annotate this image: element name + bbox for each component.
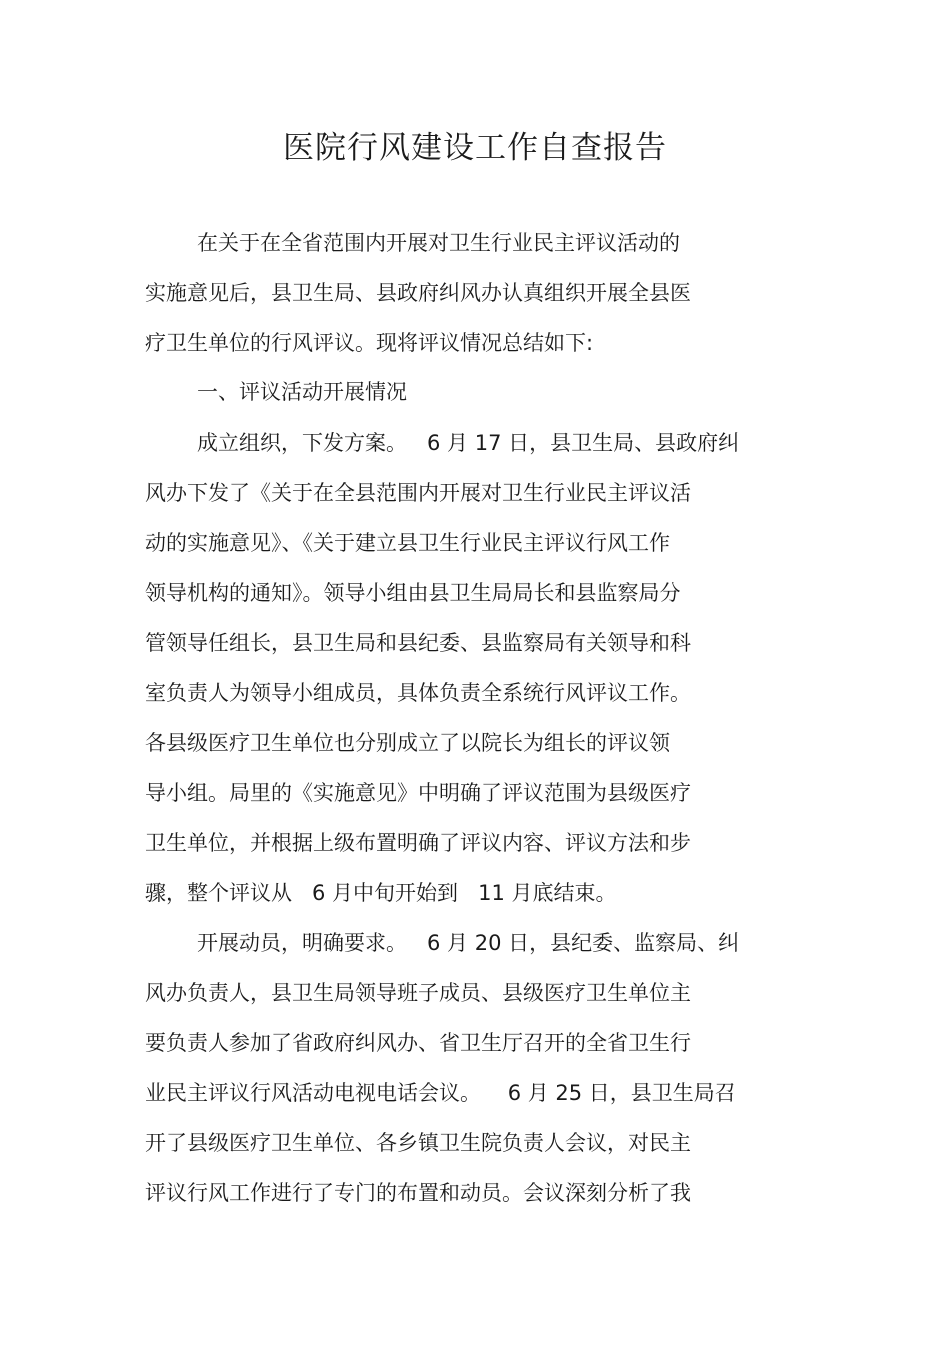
paragraph-line: 开了县级医疗卫生单位、各乡镇卫生院负责人会议，对民主 <box>145 1131 691 1155</box>
paragraph-line: 各县级医疗卫生单位也分别成立了以院长为组长的评议领 <box>145 731 670 755</box>
paragraph-line: 管领导任组长，县卫生局和县纪委、县监察局有关领导和科 <box>145 631 691 655</box>
paragraph-line: 导小组。局里的《实施意见》中明确了评议范围为县级医疗 <box>145 781 691 805</box>
section-heading: 一、评议活动开展情况 <box>197 380 407 404</box>
paragraph-line: 领导机构的通知》。领导小组由县卫生局局长和县监察局分 <box>145 581 681 605</box>
paragraph-line: 动的实施意见》、《关于建立县卫生行业民主评议行风工作 <box>145 531 670 555</box>
paragraph-line: 风办负责人，县卫生局领导班子成员、县级医疗卫生单位主 <box>145 981 691 1005</box>
paragraph-line: 业民主评议行风活动电视电话会议。 6 月 25 日，县卫生局召 <box>145 1081 736 1105</box>
paragraph-line: 实施意见后，县卫生局、县政府纠风办认真组织开展全县医 <box>145 281 691 305</box>
paragraph-line: 要负责人参加了省政府纠风办、省卫生厅召开的全省卫生行 <box>145 1031 691 1055</box>
paragraph-line: 在关于在全省范围内开展对卫生行业民主评议活动的 <box>197 231 680 255</box>
paragraph-line: 室负责人为领导小组成员，具体负责全系统行风评议工作。 <box>145 681 691 705</box>
paragraph-line: 骤，整个评议从 6 月中旬开始到 11 月底结束。 <box>145 881 617 905</box>
paragraph-line: 疗卫生单位的行风评议。现将评议情况总结如下: <box>145 331 594 355</box>
paragraph-line: 成立组织，下发方案。 6 月 17 日，县卫生局、县政府纠 <box>197 431 740 455</box>
paragraph-line: 开展动员，明确要求。 6 月 20 日，县纪委、监察局、纠 <box>197 931 740 955</box>
paragraph-line: 评议行风工作进行了专门的布置和动员。会议深刻分析了我 <box>145 1181 691 1205</box>
paragraph-line: 风办下发了《关于在全县范围内开展对卫生行业民主评议活 <box>145 481 691 505</box>
paragraph-line: 卫生单位，并根据上级布置明确了评议内容、评议方法和步 <box>145 831 691 855</box>
document-title: 医院行风建设工作自查报告 <box>283 130 667 166</box>
